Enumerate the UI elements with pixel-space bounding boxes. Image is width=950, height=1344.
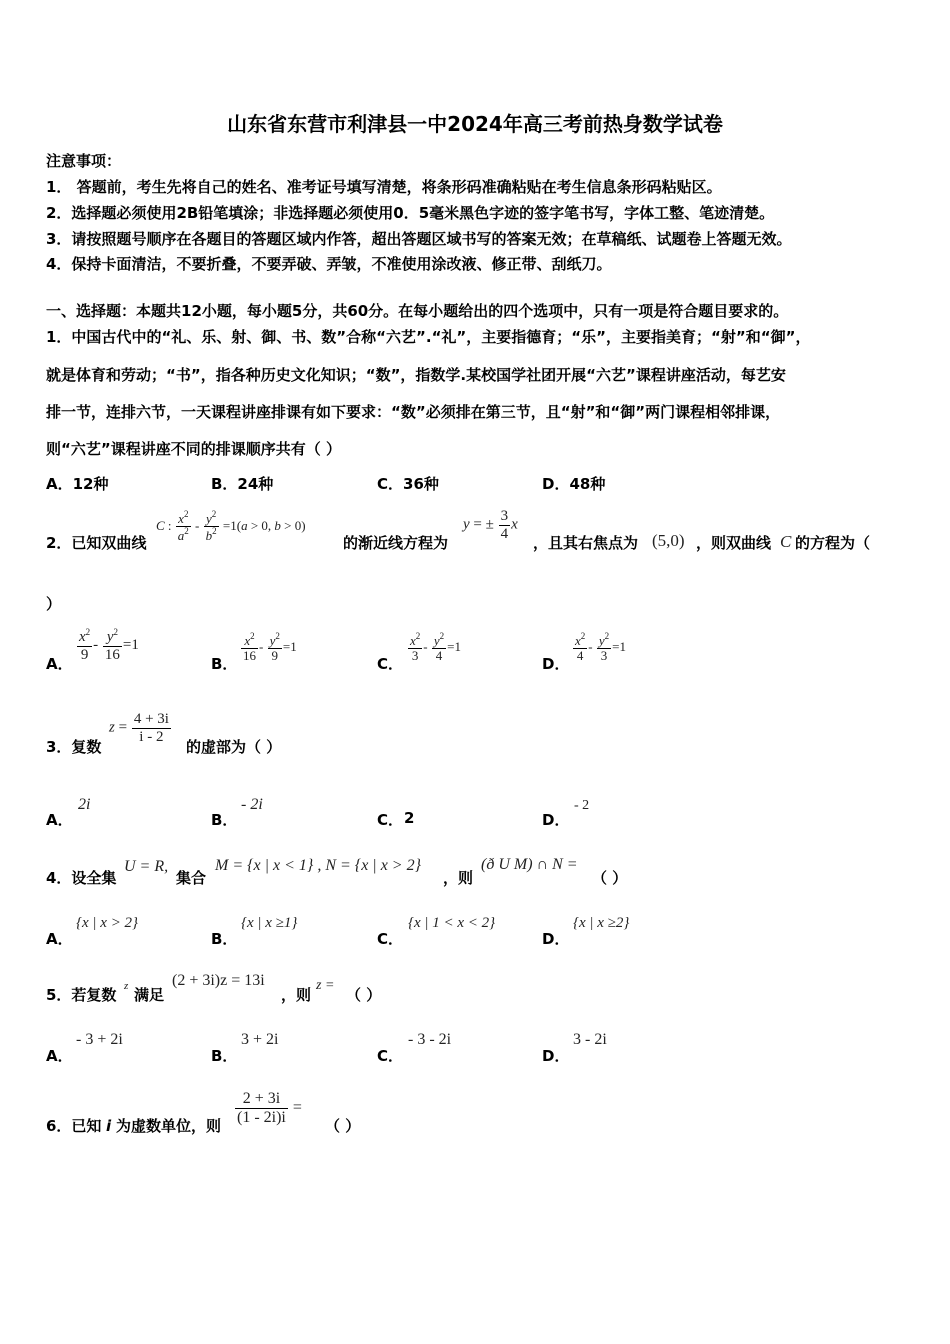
q2-option-c: $\frac{x^2}{3}$ - $\frac{y^2}{4}$ =1 — [410, 631, 461, 664]
q4-option-d-label: D． — [542, 930, 570, 948]
q4-option-b-label: B． — [211, 930, 238, 948]
q5-option-c-label: C． — [377, 1047, 404, 1065]
q2-option-d-label: D． — [542, 655, 570, 673]
notice-item: 1． 答题前，考生先将自己的姓名、准考证号填写清楚，将条形码准确粘贴在考生信息条形码粘贴区。 — [46, 178, 722, 196]
q2-focus: (5,0) — [652, 531, 685, 550]
q4-option-b: {x | x ≥1} — [241, 915, 298, 931]
q6-mid: 为虚数单位，则 — [116, 1117, 222, 1135]
q5-suffix: （ ） — [346, 986, 382, 1004]
q4-mid: 集合 — [176, 869, 207, 887]
q5-mid: 满足 — [134, 986, 165, 1004]
q2-mid1: 的渐近线方程为 — [343, 534, 449, 552]
q1-line: 就是体育和劳动；“书”，指各种历史文化知识；“数”，指数学.某校国学社团开展“六艺”课程讲座活动，每艺安 — [46, 366, 786, 384]
q6-suffix: （ ） — [325, 1117, 361, 1135]
q4-prefix: 4．设全集 — [46, 869, 117, 887]
q3-prefix: 3．复数 — [46, 738, 102, 756]
q3-option-b-label: B． — [211, 811, 238, 829]
q2-hyperbola-formula: C : $\frac{x^2}{a^2}$ - $\frac{y^2}{b^2}$ =1(a > 0, b > 0) — [156, 509, 306, 544]
notice-heading: 注意事项： — [46, 152, 122, 170]
q4-option-a: {x | x > 2} — [76, 915, 139, 931]
q5-option-c: - 3 - 2i — [408, 1031, 452, 1048]
q1-line: 1．中国古代中的“礼、乐、射、御、书、数”合称“六艺”.“礼”，主要指德育；“乐”，主要指美育；“射”和“御”， — [46, 328, 811, 346]
q3-option-d: - 2 — [574, 798, 590, 813]
q2-option-b-label: B． — [211, 655, 238, 673]
q6-prefix: 6．已知 — [46, 1117, 102, 1135]
q2-option-c-label: C． — [377, 655, 404, 673]
q4-universal-set: U = R, — [124, 858, 169, 875]
q2-mid2: ，且其右焦点为 — [533, 534, 639, 552]
q4-option-c-label: C． — [377, 930, 404, 948]
q2-close: ） — [46, 595, 62, 613]
q1-option-b: B．24种 — [211, 475, 274, 493]
q4-option-d: {x | x ≥2} — [573, 915, 630, 931]
q2-option-d: $\frac{x^2}{4}$ - $\frac{y^2}{3}$ =1 — [575, 631, 626, 664]
q1-option-c: C．36种 — [377, 475, 439, 493]
q3-option-c: 2 — [404, 809, 415, 827]
notice-item: 4．保持卡面清洁，不要折叠，不要弄破、弄皱，不准使用涂改液、修正带、刮纸刀。 — [46, 255, 612, 273]
q3-option-b: - 2i — [241, 796, 263, 813]
q3-option-a: 2i — [78, 796, 91, 813]
q1-line: 则“六艺”课程讲座不同的排课顺序共有（ ） — [46, 440, 341, 458]
q2-asymptote-formula: y = ± $\frac{3}{4}$ x — [463, 508, 518, 542]
page-title: 山东省东营市利津县一中2024年高三考前热身数学试卷 — [227, 112, 723, 136]
q2-prefix: 2．已知双曲线 — [46, 534, 147, 552]
q2-option-a: $\frac{x^2}{9}$ - $\frac{y^2}{16}$ =1 — [79, 627, 139, 663]
section-heading: 一、选择题：本题共12小题，每小题5分，共60分。在每小题给出的四个选项中，只有一项是符合题目要求的。 — [46, 302, 789, 320]
q4-option-a-label: A． — [46, 930, 73, 948]
notice-item: 2．选择题必须使用2B铅笔填涂；非选择题必须使用0．5毫米黑色字迹的签字笔书写，字体工整、笔迹清楚。 — [46, 204, 775, 222]
q5-prefix: 5．若复数 — [46, 986, 117, 1004]
q3-option-a-label: A． — [46, 811, 73, 829]
q2-suffix: 的方程为（ — [795, 534, 871, 552]
q5-option-d: 3 - 2i — [573, 1031, 607, 1048]
q6-formula: $\frac{2 + 3i}{(1 - 2i)i}$ = — [237, 1090, 302, 1126]
q3-suffix: 的虚部为（ ） — [186, 738, 282, 756]
q5-then: ，则 — [281, 986, 312, 1004]
q5-option-a-label: A． — [46, 1047, 73, 1065]
q1-line: 排一节，连排六节，一天课程讲座排课有如下要求：“数”必须排在第三节，且“射”和“御”两门课程相邻排课， — [46, 403, 781, 421]
q2-mid3: ，则双曲线 — [696, 534, 772, 552]
q3-formula: z = $\frac{4 + 3i}{i - 2}$ — [109, 711, 169, 745]
q5-option-b: 3 + 2i — [241, 1031, 279, 1048]
q5-option-b-label: B． — [211, 1047, 238, 1065]
q4-sets: M = {x | x < 1} , N = {x | x > 2} — [215, 857, 421, 874]
notice-item: 3．请按照题号顺序在各题目的答题区域内作答，超出答题区域书写的答案无效；在草稿纸、试题卷上答题无效。 — [46, 230, 792, 248]
q3-option-d-label: D． — [542, 811, 570, 829]
q5-equation: (2 + 3i)z = 13i — [172, 972, 265, 989]
q5-option-d-label: D． — [542, 1047, 570, 1065]
q1-option-a: A．12种 — [46, 475, 109, 493]
q3-option-c-label: C． — [377, 811, 404, 829]
q4-expression: (ð U M) ∩ N = — [481, 856, 578, 873]
q5-z: z — [124, 980, 129, 992]
q4-then: ，则 — [443, 869, 474, 887]
q4-suffix: （ ） — [592, 869, 628, 887]
q5-z2: z = — [316, 978, 335, 993]
q1-option-d: D．48种 — [542, 475, 606, 493]
q2-option-a-label: A． — [46, 655, 73, 673]
q5-option-a: - 3 + 2i — [76, 1031, 123, 1048]
q2-c: C — [780, 532, 792, 551]
q6-i: i — [106, 1117, 112, 1135]
q4-option-c: {x | 1 < x < 2} — [408, 915, 496, 931]
q2-option-b: $\frac{x^2}{16}$ - $\frac{y^2}{9}$ =1 — [243, 631, 297, 664]
